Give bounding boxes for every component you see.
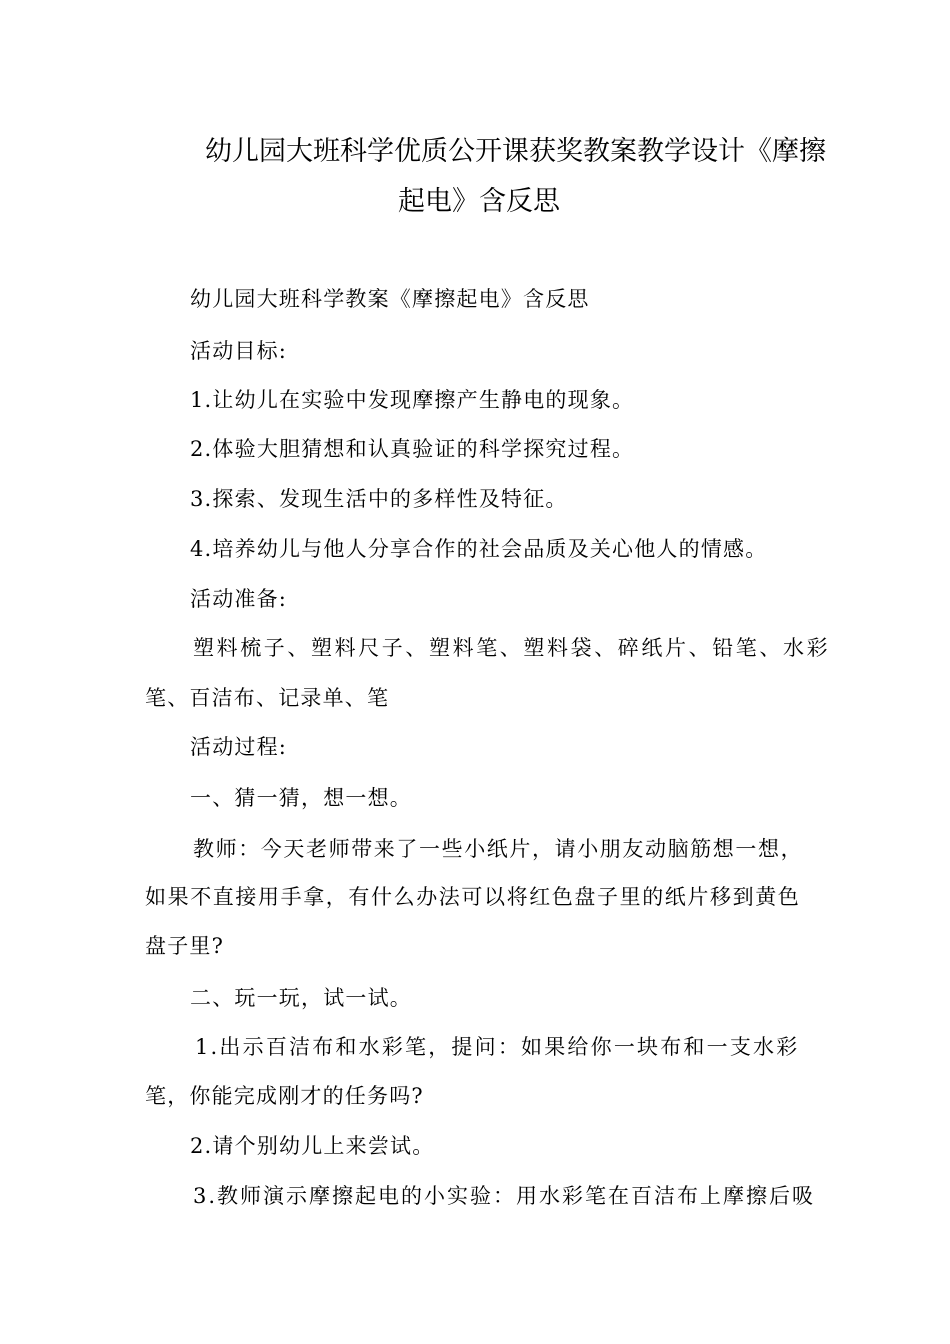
step-2-item-3-line-1: 3.教师演示摩擦起电的小实验：用水彩笔在百洁布上摩擦后吸 [193, 1184, 816, 1208]
goal-item-4: 4.培养幼儿与他人分享合作的社会品质及关心他人的情感。 [190, 537, 768, 561]
step-2-item-1-line-2: 笔，你能完成刚才的任务吗? [145, 1084, 424, 1108]
document-title-line-1: 幼儿园大班科学优质公开课获奖教案教学设计《摩擦 [205, 136, 826, 167]
step-1-paragraph-line-2: 如果不直接用手拿，有什么办法可以将红色盘子里的纸片移到黄色 [145, 885, 801, 909]
step-1-heading: 一、猜一猜，想一想。 [190, 786, 412, 810]
process-heading: 活动过程: [190, 735, 288, 759]
step-2-heading: 二、玩一玩，试一试。 [190, 986, 412, 1010]
prep-line-1: 塑料梳子、塑料尺子、塑料笔、塑料袋、碎纸片、铅笔、水彩 [193, 636, 831, 660]
prep-heading: 活动准备: [190, 587, 288, 611]
subtitle: 幼儿园大班科学教案《摩擦起电》含反思 [190, 287, 590, 311]
goals-heading: 活动目标: [190, 339, 288, 363]
step-1-paragraph-line-1: 教师：今天老师带来了一些小纸片，请小朋友动脑筋想一想， [193, 837, 804, 861]
goal-item-1: 1.让幼儿在实验中发现摩擦产生静电的现象。 [190, 388, 635, 412]
document-title-line-2: 起电》含反思 [398, 186, 560, 217]
goal-item-2: 2.体验大胆猜想和认真验证的科学探究过程。 [190, 437, 635, 461]
prep-line-2: 笔、百洁布、记录单、笔 [145, 686, 390, 710]
step-1-paragraph-line-3: 盘子里? [145, 934, 225, 958]
goal-item-3: 3.探索、发现生活中的多样性及特征。 [190, 487, 568, 511]
step-2-item-2: 2.请个别幼儿上来尝试。 [190, 1134, 435, 1158]
step-2-item-1-line-1: 1.出示百洁布和水彩笔，提问：如果给你一块布和一支水彩 [195, 1035, 800, 1059]
